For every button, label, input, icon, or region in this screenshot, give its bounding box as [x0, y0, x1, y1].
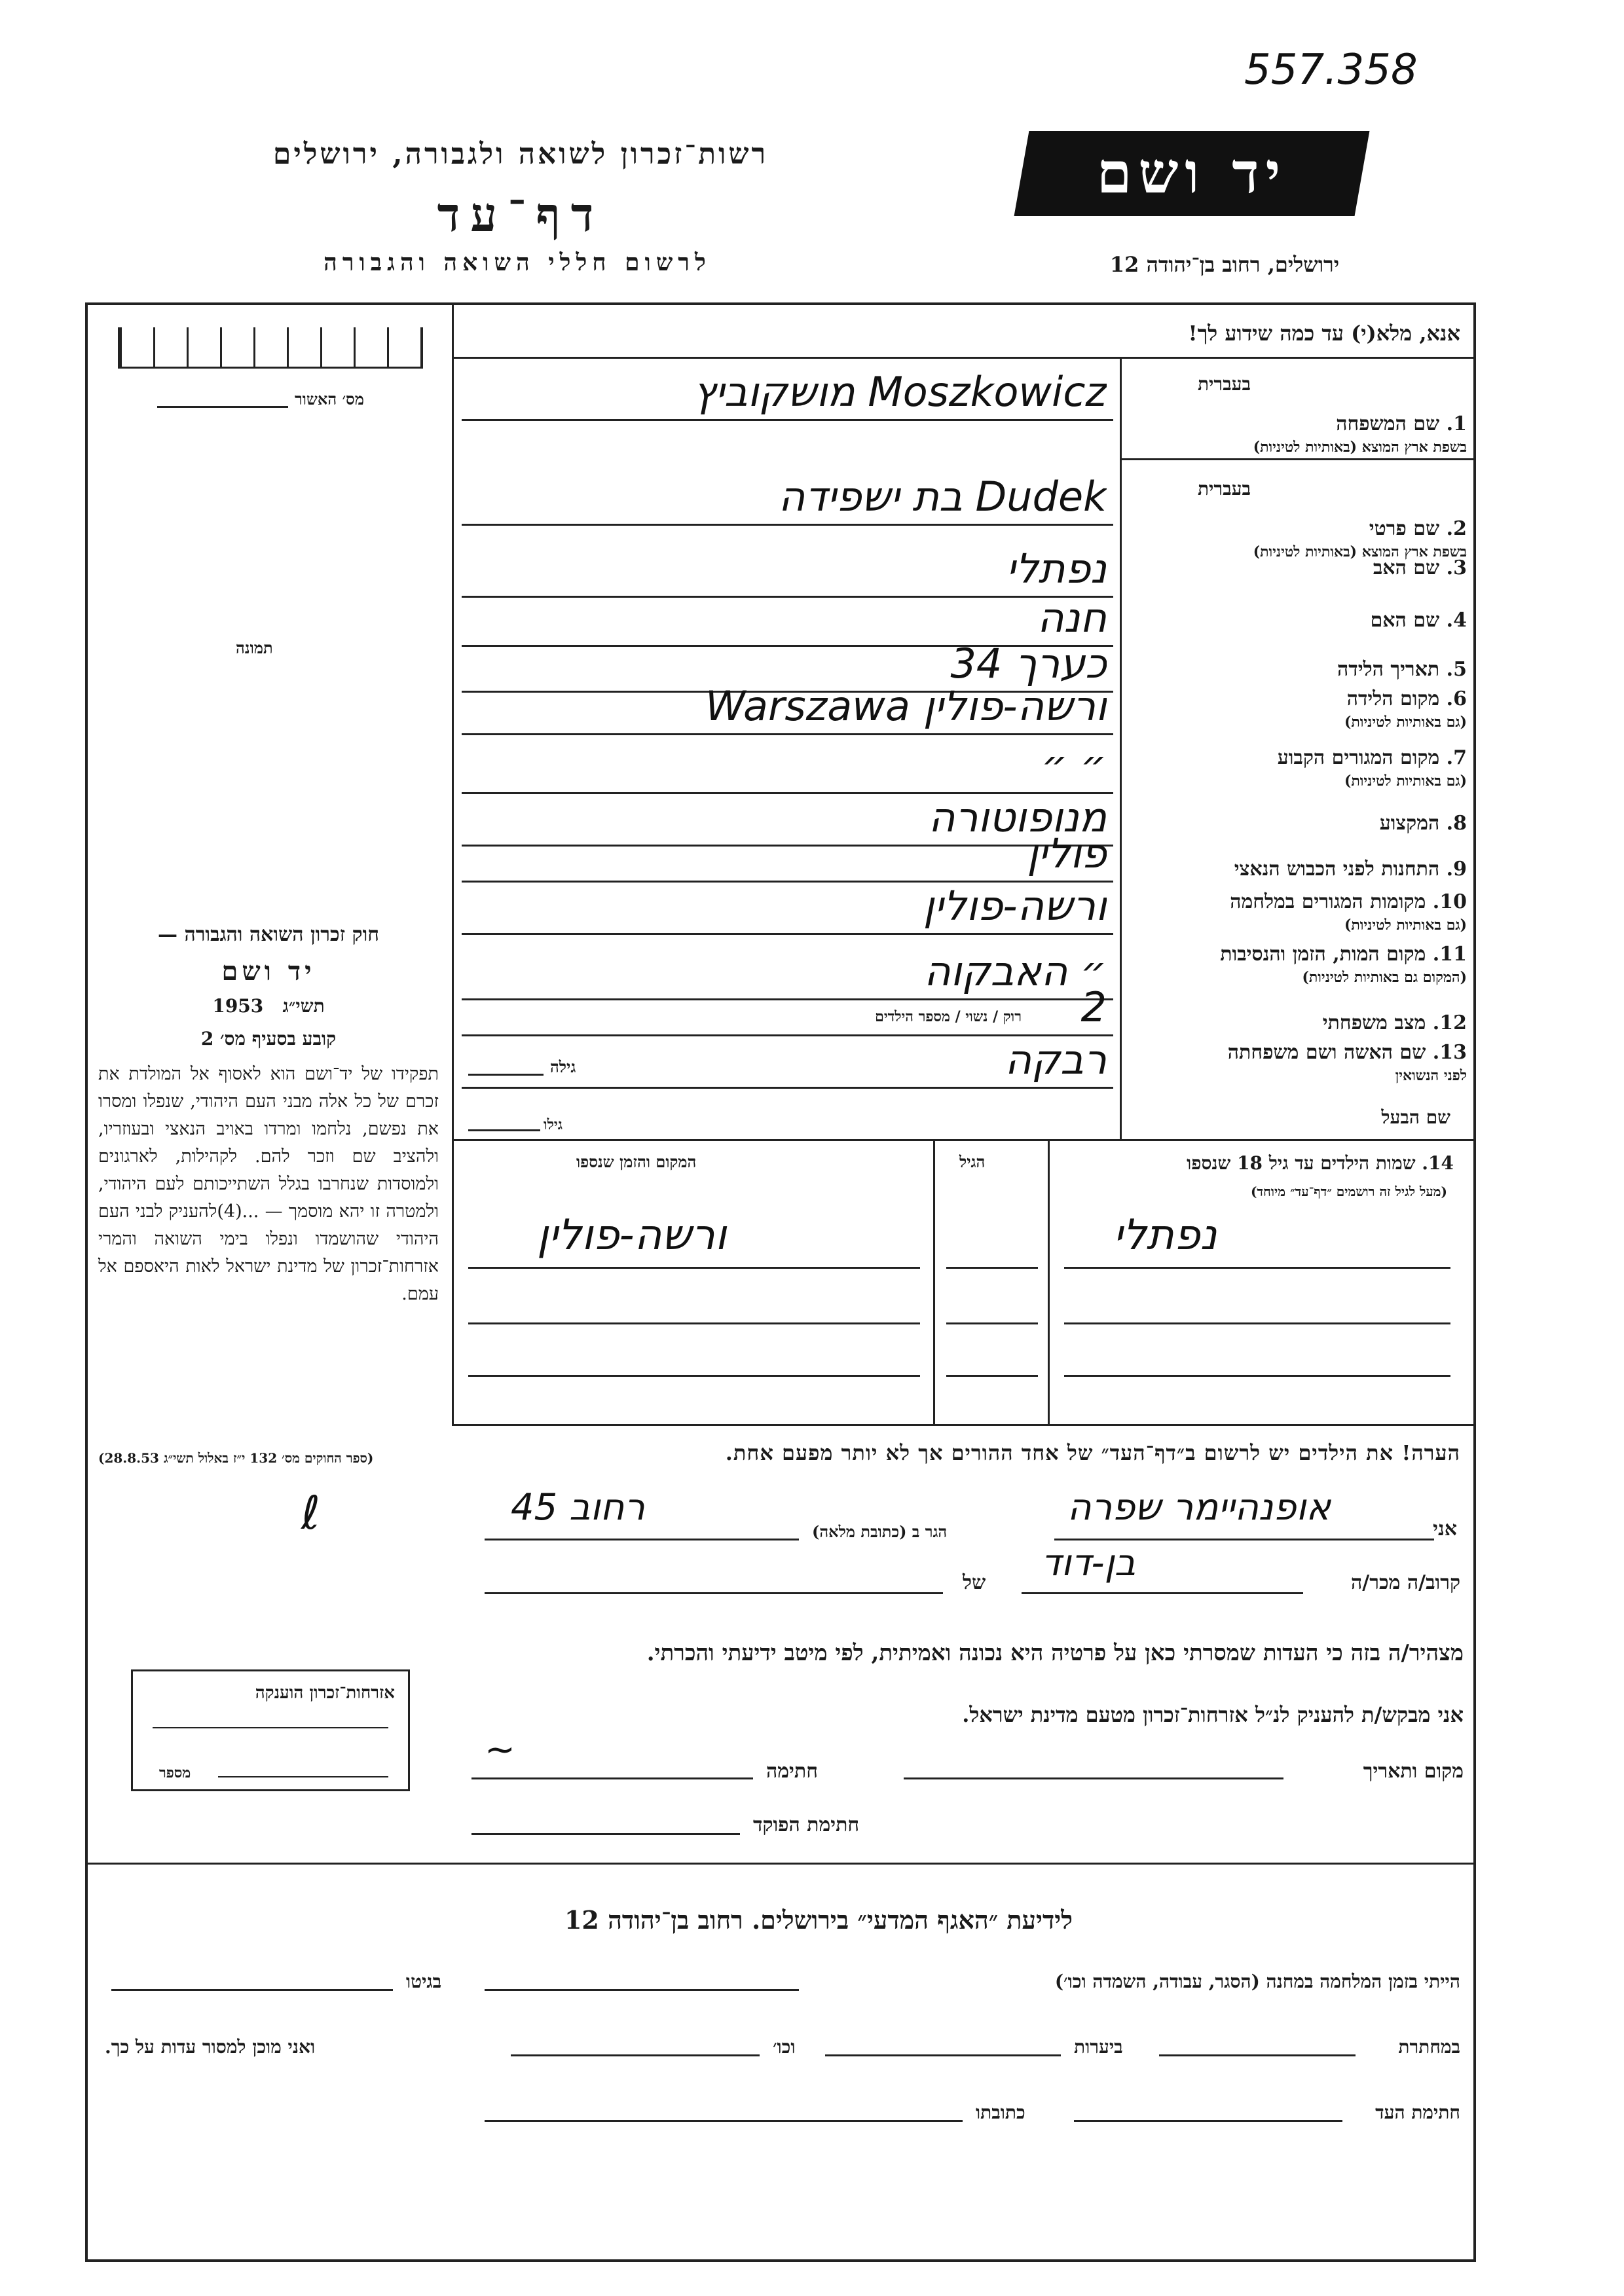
- field-input-1[interactable]: [462, 419, 1113, 421]
- yad-vashem-logo: [1014, 131, 1370, 216]
- footer-line1-a: הייתי בזמן המלחמה במחנה (הסגר, עבודה, השמדה וכו׳): [1054, 1971, 1460, 1992]
- permit-number-boxes: [118, 327, 423, 369]
- field-tag-2: בעברית: [1197, 478, 1251, 500]
- photo-label: תמונה: [236, 638, 273, 657]
- law-text: תפקידו של יד־ושם הוא לאסוף אל המולדת את זכרם של כל אלה מבני העם היהודי, שנפלו ומסרו את נפשם, נלחמו ומרדו באויב הנאצי ובעוזריו, ולהציב שם וזכר להם. לקהילות, לארגונים ולמוסדות שנחרבו בגלל השתייכותם לעם היהודי, ולמטרה זו יהא מוסמך — ...(4)להעניק לבני העם היהודי שהושמדו ונפלו בימי השואה והמרי אזרחות־זכרון של מדינת ישראל לאות היאספם אל עמם.: [98, 1064, 439, 1304]
- children-title: 14. שמות הילדים עד גיל 18 שנספו: [1187, 1152, 1454, 1174]
- law-year-number: 1953: [212, 995, 264, 1017]
- footer-camp-field[interactable]: [485, 1989, 799, 1991]
- intro-rule: [452, 357, 1473, 359]
- permit-label: מס׳ האשור: [295, 390, 364, 409]
- field-label-4: 4. שם האם: [1370, 609, 1467, 632]
- field-value-3: נפתלי: [1006, 545, 1107, 592]
- place-date-field[interactable]: [904, 1777, 1283, 1779]
- children-row-2-name[interactable]: [1064, 1322, 1450, 1324]
- field-sub-11: (המקום גם באותיות לטיניות): [1302, 969, 1467, 986]
- field-label-5: 5. תאריך הלידה: [1337, 658, 1467, 681]
- field-input-2[interactable]: [462, 524, 1113, 526]
- field-label-6: 6. מקום הלידה: [1346, 687, 1467, 710]
- wife-age-field[interactable]: [468, 1074, 544, 1076]
- declarant-address-field[interactable]: [485, 1539, 799, 1540]
- law-year: [98, 995, 439, 1017]
- field-value-7: ״ ״: [1041, 741, 1107, 789]
- field-label-10: 10. מקומות המגורים במלחמה: [1230, 890, 1467, 913]
- children-row-1-name[interactable]: [1064, 1267, 1450, 1269]
- field-value-13: רבקה: [1005, 1036, 1107, 1084]
- file-number: 557.358: [1244, 46, 1418, 94]
- footer-line2-c: וכו׳: [773, 2036, 796, 2058]
- place-date-label: מקום ותאריך: [1363, 1760, 1464, 1783]
- field-value-9: פולין: [1027, 829, 1107, 877]
- law-title: חוק זכרון השואה והגבורה —: [158, 923, 379, 946]
- official-signature-field[interactable]: [471, 1833, 740, 1835]
- field-label-7: 7. מקום המגורים הקבוע: [1277, 746, 1467, 769]
- wife-age-label: גילה: [550, 1057, 576, 1076]
- declarant-name-field[interactable]: [1054, 1539, 1434, 1540]
- field-label-3: 3. שם האב: [1373, 556, 1467, 579]
- field-value-12: 2: [1080, 983, 1107, 1031]
- field-sub-7: (גם באותיות לטיניות): [1344, 773, 1467, 790]
- declarant-ani-label: אני: [1433, 1518, 1457, 1540]
- field-input-6[interactable]: [462, 733, 1113, 735]
- intro-text: אנא, מלא(י) עד כמה שידוע לך!: [1188, 321, 1460, 346]
- signature-mark: ~: [485, 1728, 515, 1771]
- husband-label: שם הבעל: [1381, 1106, 1450, 1128]
- field-divider: [1120, 458, 1473, 460]
- children-row-3[interactable]: [468, 1375, 920, 1377]
- children-row-3-age[interactable]: [946, 1375, 1038, 1377]
- children-age-header: הגיל: [959, 1152, 986, 1171]
- footer-line2-a: במחתרת: [1398, 2036, 1460, 2058]
- of-field[interactable]: [485, 1592, 943, 1594]
- child-place-value: ורשה-פולין: [537, 1211, 727, 1260]
- address-line: ירושלים, רחוב בן־יהודה 12: [1109, 252, 1340, 277]
- field-sub-10: (גם באותיות לטיניות): [1344, 917, 1467, 934]
- field-sub-13: לפני הנשואין: [1395, 1067, 1467, 1084]
- declarant-name-value: אופנהיימר שפרה: [1067, 1486, 1331, 1529]
- declaration-text: מצהיר/ה בזה כי העדות שמסרתי כאן על פרטיה היא נכונה ואמיתית, לפי מיטב ידיעתי והכרתי.: [646, 1640, 1464, 1666]
- field-value-10: ורשה-פולין: [923, 882, 1107, 930]
- footer-line3-b: כתובתו: [976, 2102, 1025, 2123]
- field-value-6: Warszawa ורשה-פולין: [705, 682, 1107, 730]
- page-title: דף־עד: [437, 187, 604, 242]
- margin-signature: ℓ: [301, 1486, 320, 1540]
- footer-line1-b: בגיטו: [406, 1971, 442, 1992]
- husband-age-field[interactable]: [468, 1129, 540, 1131]
- declarant-resides-label: הגר ב (כתובת מלאה): [812, 1522, 948, 1541]
- children-row-2[interactable]: [468, 1322, 920, 1324]
- field-value-11: ״ האבקוה: [924, 947, 1107, 995]
- relation-field[interactable]: [1022, 1592, 1303, 1594]
- children-bottom-rule: [452, 1424, 1473, 1426]
- law-clause: קובע בסעיף מס׳ 2: [200, 1028, 337, 1049]
- field-label-8: 8. המקצוע: [1379, 812, 1467, 835]
- footer-witness-signature-field[interactable]: [1074, 2120, 1342, 2122]
- husband-age-label: גילו: [544, 1116, 563, 1133]
- note-text: הערה! את הילדים יש לרשום ב״דף־העד״ של אחד ההורים אך לא יותר מפעם אחת.: [725, 1440, 1460, 1465]
- field-label-12: 12. מצב משפחתי: [1322, 1011, 1467, 1034]
- relation-label: קרוב/ה מכר/ה: [1351, 1571, 1460, 1594]
- signature-label: חתימה: [766, 1760, 818, 1783]
- field-input-10[interactable]: [462, 933, 1113, 935]
- field-label-13: 13. שם האשה ושם משפחתה: [1227, 1041, 1467, 1064]
- children-row-3-name[interactable]: [1064, 1375, 1450, 1377]
- family-status-header: רוק / נשוי / מספר הילדים: [875, 1008, 1022, 1025]
- law-name: יד ושם: [221, 956, 316, 987]
- footer-line2-b: ביערות: [1074, 2036, 1123, 2058]
- page-subtitle: לרשום חללי השואה והגבורה: [323, 249, 711, 276]
- of-label: של: [963, 1571, 986, 1594]
- footer-title: לידיעת ״האגף המדעי״ בירושלים. רחוב בן־יהודה 12: [564, 1905, 1073, 1935]
- field-label-11: 11. מקום המות, הזמן והנסיבות: [1220, 943, 1467, 966]
- footer-underground-field[interactable]: [1159, 2054, 1356, 2056]
- request-text: אני מבקש/ת להעניק לנ״ל אזרחות־זכרון מטעם מדינת ישראל.: [962, 1702, 1464, 1727]
- certificate-box: [131, 1669, 410, 1791]
- children-subtitle: (מעל לגיל זה רושמים ״דף־עד״ מיוחד): [1250, 1184, 1447, 1199]
- field-value-5: כערך 34: [950, 640, 1107, 687]
- field-sub-2: בשפת ארץ המוצא (באותיות לטיניות): [1253, 543, 1467, 560]
- children-row-1-age[interactable]: [946, 1267, 1038, 1269]
- footer-rule: [85, 1863, 1473, 1865]
- footer-line2-d: ואני מוכן למסור עדות על כך.: [105, 2036, 316, 2058]
- field-label-9: 9. התחנות לפני הכבוש הנאצי: [1234, 858, 1467, 881]
- gazette-note: (ספר החוקים מס׳ 132 י״ז באלול תשי״ג 28.8.53): [98, 1450, 374, 1466]
- children-place-header: המקום והזמן שנספו: [576, 1152, 697, 1171]
- permit-field[interactable]: [157, 406, 288, 408]
- certificate-box-title: אזרחות־זכרון הוענקה: [255, 1683, 395, 1703]
- children-row-2-age[interactable]: [946, 1322, 1038, 1324]
- logo-text: יד ושם: [1096, 140, 1287, 206]
- footer-forest-field[interactable]: [825, 2054, 1061, 2056]
- child-name-value: נפתלי: [1113, 1211, 1217, 1260]
- official-signature-label: חתימת הפוקד: [753, 1813, 860, 1836]
- field-label-1: 1. שם המשפחה: [1336, 412, 1467, 435]
- children-row-1[interactable]: [468, 1267, 920, 1269]
- field-sub-1: בשפת ארץ המוצא (באותיות לטיניות): [1253, 439, 1467, 456]
- field-tag-1: בעברית: [1197, 373, 1251, 395]
- field-input-13[interactable]: [462, 1087, 1113, 1089]
- children-col-age-divider: [933, 1139, 935, 1425]
- field-label-2: 2. שם פרטי: [1369, 517, 1467, 540]
- label-column-divider: [1120, 357, 1122, 1139]
- signature-field[interactable]: [471, 1777, 753, 1779]
- authority-line: רשות־זכרון לשואה ולגבורה, ירושלים: [272, 137, 769, 171]
- footer-address-field[interactable]: [485, 2120, 963, 2122]
- children-top-rule: [452, 1139, 1473, 1141]
- field-value-4: חנה: [1037, 594, 1107, 642]
- field-value-1: מושקוביץ Moszkowicz: [693, 368, 1107, 416]
- left-column-divider: [452, 302, 454, 1425]
- footer-line3-a: חתימת העד: [1375, 2102, 1460, 2123]
- field-value-2: בת ישפידה Dudek: [778, 473, 1107, 520]
- field-value-8: מנופוטורה: [928, 793, 1107, 841]
- certificate-box-number: מספר: [159, 1764, 191, 1781]
- footer-etc-field[interactable]: [511, 2054, 760, 2056]
- law-year-hebrew: תשי״ג: [282, 995, 325, 1017]
- children-col-place-divider: [1048, 1139, 1050, 1425]
- declarant-address-value: רחוב 45: [511, 1486, 645, 1529]
- relation-value: בן-דוד: [1041, 1542, 1136, 1584]
- footer-ghetto-field[interactable]: [111, 1989, 393, 1991]
- field-sub-6: (גם באותיות לטיניות): [1344, 714, 1467, 731]
